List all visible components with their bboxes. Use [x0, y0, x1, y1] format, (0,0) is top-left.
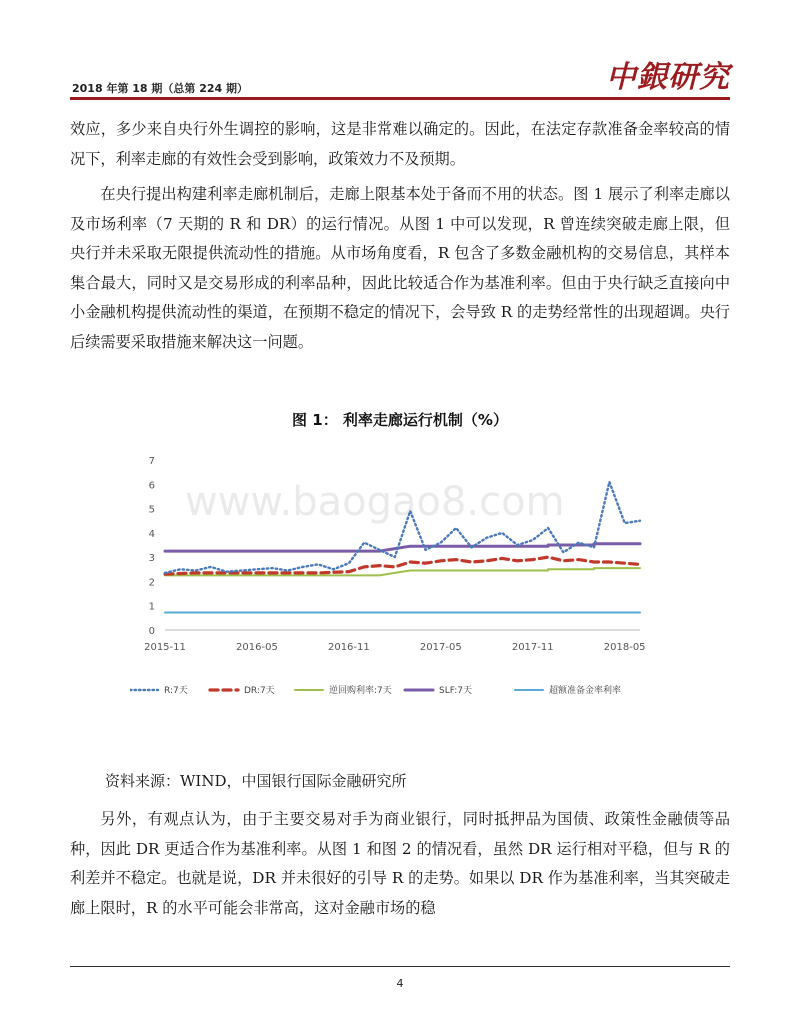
paragraph-2: 在央行提出构建利率走廊机制后，走廊上限基本处于备而不用的状态。图 1 展示了利率走廊以及市场利率（7 天期的 R 和 DR）的运行情况。从图 1 中可以发现，R 曾连续突破走廊上限，但央行并未采取无限提供流动性的措施。从市场角度看，R 包含了多数金融机构的交易信息，其样本集合最大，同时又是交易形成的利率品种，因此比较适合作为基准利率。但由于央行缺乏直接向中小金融机构提供流动性的渠道，在预期不稳定的情况下，会导致 R 的走势经常性的出现超调。央行后续需要采取措施来解决这一问题。: [70, 185, 730, 351]
page-number: 4: [396, 977, 404, 990]
legend-label: 逆回购利率:7天: [329, 686, 392, 696]
series-line-3: [165, 544, 640, 551]
x-tick-label: 2018-05: [603, 642, 646, 653]
figure-source: 资料来源：WIND，中国银行国际金融研究所: [105, 772, 407, 790]
legend-label: R:7天: [164, 686, 188, 696]
x-tick-label: 2015-11: [144, 642, 186, 653]
header-issue: 2018 年第 18 期（总第 224 期）: [72, 82, 249, 95]
chart-legend: [130, 684, 621, 696]
y-tick-label: 0: [148, 626, 155, 637]
y-tick-label: 1: [148, 601, 155, 613]
x-tick-label: 2017-11: [511, 642, 554, 653]
rate-corridor-chart: [130, 445, 650, 707]
y-tick-label: 6: [148, 480, 155, 492]
y-tick-label: 3: [148, 553, 155, 565]
x-tick-label: 2016-11: [327, 642, 370, 653]
legend-label: DR:7天: [244, 686, 275, 696]
x-tick-label: 2017-05: [419, 642, 462, 653]
y-tick-label: 2: [148, 577, 155, 589]
legend-label: 超额准备金率利率: [549, 686, 622, 696]
header-logo: 中銀研究: [606, 60, 730, 95]
header-divider: [70, 97, 730, 100]
figure-title: 图 1： 利率走廊运行机制（%）: [292, 411, 508, 429]
y-tick-label: 4: [148, 528, 155, 540]
footer-divider: [70, 966, 730, 967]
paragraph-3: 另外，有观点认为，由于主要交易对手为商业银行，同时抵押品为国债、政策性金融债等品种，因此 DR 更适合作为基准利率。从图 1 和图 2 的情况看，虽然 DR 运行相对平稳，但与 R 的利差并不稳定。也就是说，DR 并未很好的引导 R 的走势。如果以 DR 作为基准利率，当其突破走廊上限时，R 的水平可能会非常高，这对金融市场的稳: [70, 810, 730, 917]
y-tick-label: 7: [148, 456, 155, 467]
paragraph-1: 效应，多少来自央行外生调控的影响，这是非常难以确定的。因此，在法定存款准备金率较高的情况下，利率走廊的有效性会受到影响，政策效力不及预期。: [70, 120, 730, 168]
watermark: www.baogao8.com: [185, 479, 565, 525]
y-tick-label: 5: [148, 504, 155, 516]
x-tick-label: 2016-05: [236, 642, 278, 653]
legend-label: SLF:7天: [439, 686, 472, 696]
